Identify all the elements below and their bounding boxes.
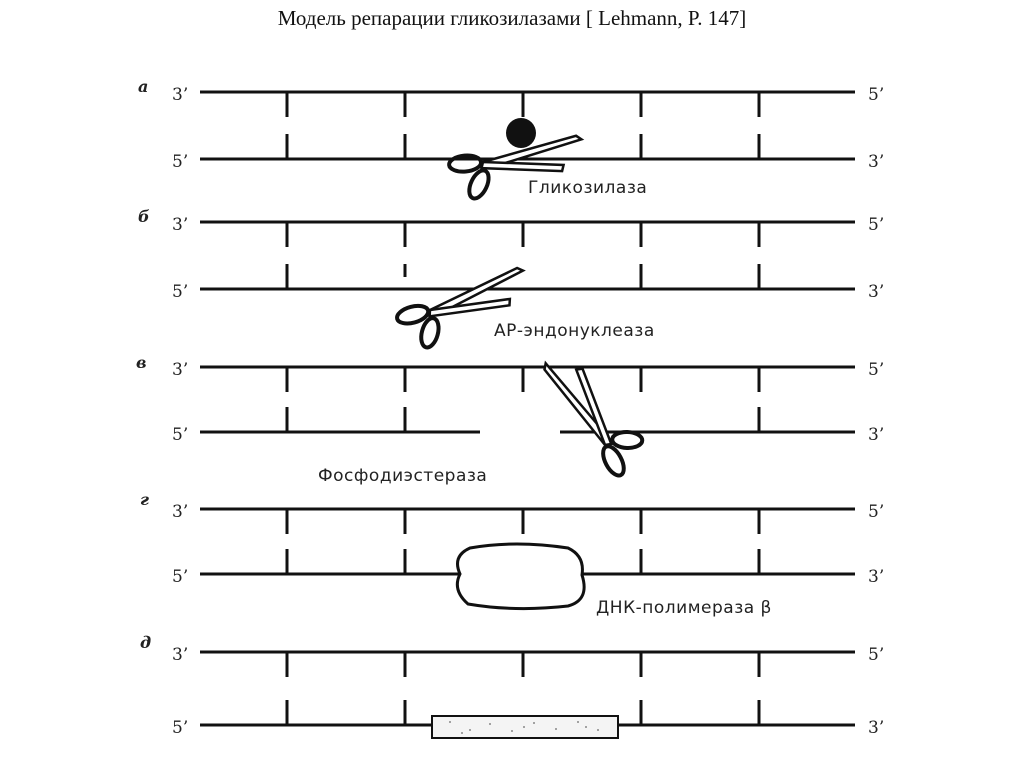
base-pairs	[287, 652, 759, 725]
strand-bottom-right-end: 3’	[868, 718, 885, 738]
strand-top-left-end: 3’	[172, 502, 189, 522]
base-pairs	[287, 222, 759, 289]
dna-polymerase-blob	[457, 544, 584, 609]
strand-bottom-right-end: 3’	[868, 567, 885, 587]
strand-top-right-end: 5’	[868, 645, 885, 665]
strand-bottom-right-end: 3’	[868, 282, 885, 302]
strand-bottom-left-end: 5’	[172, 152, 189, 172]
base-pairs	[287, 367, 759, 432]
stage-letter-e: д	[140, 633, 152, 652]
strand-top-right-end: 5’	[868, 215, 885, 235]
strand-top-left-end: 3’	[172, 645, 189, 665]
stage-a	[138, 77, 884, 204]
strand-bottom-right-end: 3’	[868, 425, 885, 445]
strand-bottom-left-end: 5’	[172, 425, 189, 445]
strand-top-right-end: 5’	[868, 85, 885, 105]
strand-bottom-left-end: 5’	[172, 718, 189, 738]
scissors-icon	[392, 267, 536, 357]
enzyme-label-phosphodiesterase: Фосфодиэстераза	[318, 466, 488, 486]
stage-d	[140, 490, 884, 618]
stage-letter-a: а	[138, 77, 149, 96]
strand-top-left-end: 3’	[172, 85, 189, 105]
page-title: Модель репарации гликозилазами [ Lehmann, P. 147]	[277, 6, 747, 30]
scissors-icon	[542, 338, 655, 483]
strand-top-left-end: 3’	[172, 360, 189, 380]
enzyme-label-glycosylase: Гликозилаза	[528, 178, 648, 198]
enzyme-label-dna-polymerase: ДНК-полимераза β	[596, 598, 772, 618]
stage-e	[140, 633, 884, 738]
strand-bottom-right-end: 3’	[868, 152, 885, 172]
stage-letter-b: б	[138, 207, 150, 226]
strand-top-left-end: 3’	[172, 215, 189, 235]
enzyme-label-ap-endonuclease: АР-эндонуклеаза	[494, 321, 655, 341]
damaged-base-icon	[506, 118, 536, 148]
strand-top-right-end: 5’	[868, 502, 885, 522]
strand-bottom-left-end: 5’	[172, 282, 189, 302]
stage-letter-c: в	[136, 353, 147, 372]
stage-b	[138, 207, 884, 356]
stage-c	[136, 338, 884, 486]
stage-letter-d: г	[140, 490, 149, 509]
strand-bottom-left-end: 5’	[172, 567, 189, 587]
strand-top-right-end: 5’	[868, 360, 885, 380]
